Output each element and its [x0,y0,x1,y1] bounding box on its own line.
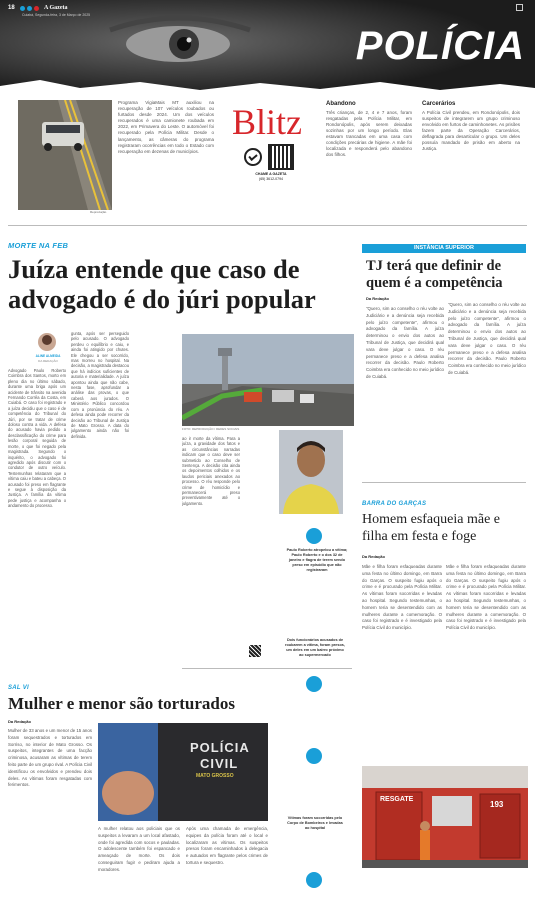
main-text-col3: ao ir morte da vítima. Para a juíza, a gravidade dos fatos e as circunstâncias narradas indicam que o caso deve ser submetido ao Conselho de Sentença. A decisão cita ainda os depoimentos colhidos e os laudos periciais anexados ao processo. O réu responde pelo crime de homicídio e permanecerá preso preventivamente até o julgamento. [182,436,240,506]
carcerarios-text: A Polícia Civil prendeu, em Rondonópolis, dois suspeitos de integrarem um grupo criminoso envolvido em furtos de caminhonetes. As prisões fazem parte da Operação Carcerários, deflagrada para desarticular o grupo. Um deles possuía mandado de prisão em aberto na Justiça. [422,110,520,151]
qr-caption: CHAME A GAZETA [255,172,287,176]
blitz-photo [18,100,112,210]
main-kicker: MORTE NA FEB [8,241,69,250]
main-text-col2: gunta, após ser perseguido pelo acusado. O advogado perdeu o equilíbrio e caiu, e ainda foi atingido por chutes. Ele chegou a ser socorrido, mas morreu no hospital. Na decisão, a magistrada destacou que há indícios suficientes de autoria e materialidade. A juíza apontou ainda que não cabe, nesta fase, aprofundar a análise das provas, o que caberá aos jurados. O Ministério Público concordou com a pronúncia do réu. A defesa ainda pode recorrer da decisão ao Tribunal de Justiça de Mato Grosso. A data do julgamento ainda não foi definida. [71,331,129,439]
byline: Da Redação [366,296,389,301]
edition-date: Cuiabá, Segunda-feira, 3 de Março de 2025 [22,13,91,17]
bottom-text-col1: Mulher de 33 anos e um menor de 15 anos foram sequestrados e torturados em Sorriso, no interior de Mato Grosso. Os suspeitos, integrantes de uma facção criminosa, acusaram as vítimas de terem feito parte de um grupo rival. A Polícia Civil identificou os envolvidos e prendeu dois deles. As vítimas foram resgatadas com ferimentos. [8,728,92,788]
bottom-kicker: SAL VI [8,685,30,691]
abandono-title: Abandono [326,101,356,107]
qr-code-icon[interactable] [270,146,292,168]
bottom-headline: Mulher e menor são torturados [8,694,235,713]
side-caption: Dois funcionários acusados de roubarem a vítima, foram presos, um deles em um bairro próximo ao supermercado [285,638,345,657]
carcerarios-title: Carcerários [422,101,456,107]
brand-name: A Gazeta [44,5,68,11]
bottom-text-col2: A mulher relatou aos policiais que os suspeitos a levaram a um local afastado, onde foi agredida com socos e pauladas. O adolescente também foi espancado e ameaçado de morte. Os dois conseguiram fugir e pediram ajuda a moradores. [98,826,180,872]
abandono-text: Três crianças, de 2, 4 e 7 anos, foram resgatadas pela Polícia Militar, em Rondonópolis, após serem deixadas sozinhas por um longo período. Elas estavam trancadas em uma casa com condições precárias de higiene. A mãe foi localizada e responderá pelo abandono dos filhos. [326,110,412,157]
mid-right-kicker: BARRA DO GARÇAS [362,501,427,507]
right-top-kicker: INSTÂNCIA SUPERIOR [414,245,474,251]
vehicle-number: 193 [490,800,504,809]
police-shirt-text: MATO GROSSO [196,773,234,779]
right-top-headline: TJ terá que definir de quem é a competência [366,258,503,291]
author-name: ALINE ALMEIDA [35,354,61,358]
divider [362,482,526,483]
share-icon[interactable] [306,872,322,888]
byline: Da Redação [8,719,31,724]
share-icon[interactable] [306,528,322,544]
blitz-logo: Blitz [232,102,302,142]
author-avatar [38,333,56,351]
photo-credit: FOTO: REPRODUÇÃO / REDES SOCIAIS [182,427,240,431]
whatsapp-icon [244,148,262,166]
suspect-photo [279,430,343,514]
byline: Da Redação [362,554,385,559]
suspect-caption: Paulo Roberto atropelou a vítima; Paulo Roberto e o dos 32 de janeiro e flagra de terem sendo preso em episódio que não registraram [286,548,348,572]
blitz-lead-text: Programa VigiaMais MT auxiliou na recuperação de 107 veículos roubados ou furtados desde 2024. Um dos veículos recuperados é uma camionete roubada em 2022, em Primavera do Leste. O automóvel foi recuperado pela Polícia Militar. Desde o lançamento, as câmeras do programa registraram ocorrências em todo o Estado com recuperação em dezenas de municípios. [118,100,214,154]
police-shirt-text: CIVIL [200,756,239,771]
vehicle-label: RESGATE [380,796,414,803]
share-icon[interactable] [306,748,322,764]
kicker-bar [362,244,526,253]
main-text-col1: Advogado Paulo Roberto Coimbra dos Santos, morto em pleno dia no último sábado, durante uma briga após um acidente de trânsito na avenida Fernando Corrêa da Costa, em Cuiabá. O caso foi registrado e a juíza decidiu que o caso é de competência do Tribunal do Júri, por se tratar de crime doloso contra a vida. A defesa do acusado havia pedido a desclassificação do crime para lesão corporal seguida de morte, o que foi negado pela magistrada. Segundo o inquérito, o advogado foi agredido após discutir com o condutor de outro veículo. Testemunhas relataram que a vítima caiu e bateu a cabeça. O acusado foi preso em flagrante e segue à disposição da Justiça. A família da vítima pede justiça e acompanha o andamento do processo. [8,368,66,509]
right-top-text-col1: "Quero, sim ao conselho o réu volte ao Judiciário e a denúncia seja recebida pelo juízo competente", afirmou o advogado da família. A juíza determinou o envio dos autos ao Tribunal de Justiça, que decidirá qual vara deve julgar o caso. O réu permanece preso e a defesa analisa recorrer da decisão. Paulo Roberto Coimbra era conhecido no meio jurídico de Cuiabá. [366,306,444,379]
divider [8,225,527,226]
crash-scene-photo [182,334,354,426]
headline-line: advogado é do júri popular [8,284,316,314]
divider [182,668,352,669]
police-photo [98,723,268,821]
headline-line: Juíza entende que caso de [8,254,300,284]
right-top-text-col2: "Quero, sim ao conselho o réu volte ao Judiciário e a denúncia seja recebida pelo juízo competente", afirmou o advogado da família. A juíza determinou o envio dos autos ao Tribunal de Justiça, que decidirá qual vara deve julgar o caso. O réu permanece preso e a defesa analisa recorrer da decisão. Paulo Roberto Coimbra era conhecido no meio jurídico de Cuiabá. [448,302,526,375]
photo-credit: Reprodução [90,210,107,214]
section-title: POLÍCIA [355,24,525,68]
brand-dot-icon [27,6,32,11]
author-role: DA REDAÇÃO [38,359,58,363]
mid-right-text-col2: Mãe e filha foram esfaqueadas durante uma festa no último domingo, em Barra do Garças. O suspeito fugiu após o crime e é procurado pela Polícia Militar. As vítimas foram socorridas e levadas ao hospital. Segundo testemunhas, o homem teria se desentendido com as mulheres durante a comemoração. O caso foi registrado e é investigado pela Polícia Civil do município. [446,564,526,631]
main-headline [8,254,354,314]
bottom-text-col3: Após uma chamada de emergência, equipes da polícia foram até o local e localizaram as vítimas. Os suspeitos presos foram encaminhados à delegacia e autuados em flagrante pelos crimes de tortura e sequestro. [186,826,268,865]
rescue-vehicle-photo [362,766,528,868]
mid-right-text-col1: Mãe e filha foram esfaqueadas durante uma festa no último domingo, em Barra do Garças. O suspeito fugiu após o crime e é procurado pela Polícia Militar. As vítimas foram socorridas e levadas ao hospital. Segundo testemunhas, o homem teria se desentendido com as mulheres durante a comemoração. O caso foi registrado e é investigado pela Polícia Civil do município. [362,564,442,631]
share-icon[interactable] [306,676,322,692]
mid-right-headline: Homem esfaqueia mãe e filha em festa e foge [362,512,500,544]
page-number: 18 [8,5,15,11]
qr-phone: (65) 3612-0794 [259,177,283,181]
icon-box [516,4,523,11]
qr-code-icon[interactable] [249,645,261,657]
brand-dot-icon [34,6,39,11]
police-shirt-text: POLÍCIA [190,740,250,755]
side-caption: Vítimas foram socorridas pelo Corpo de Bombeiros e levadas ao hospital [287,816,343,830]
brand-dot-icon [20,6,25,11]
section-header [0,0,535,93]
